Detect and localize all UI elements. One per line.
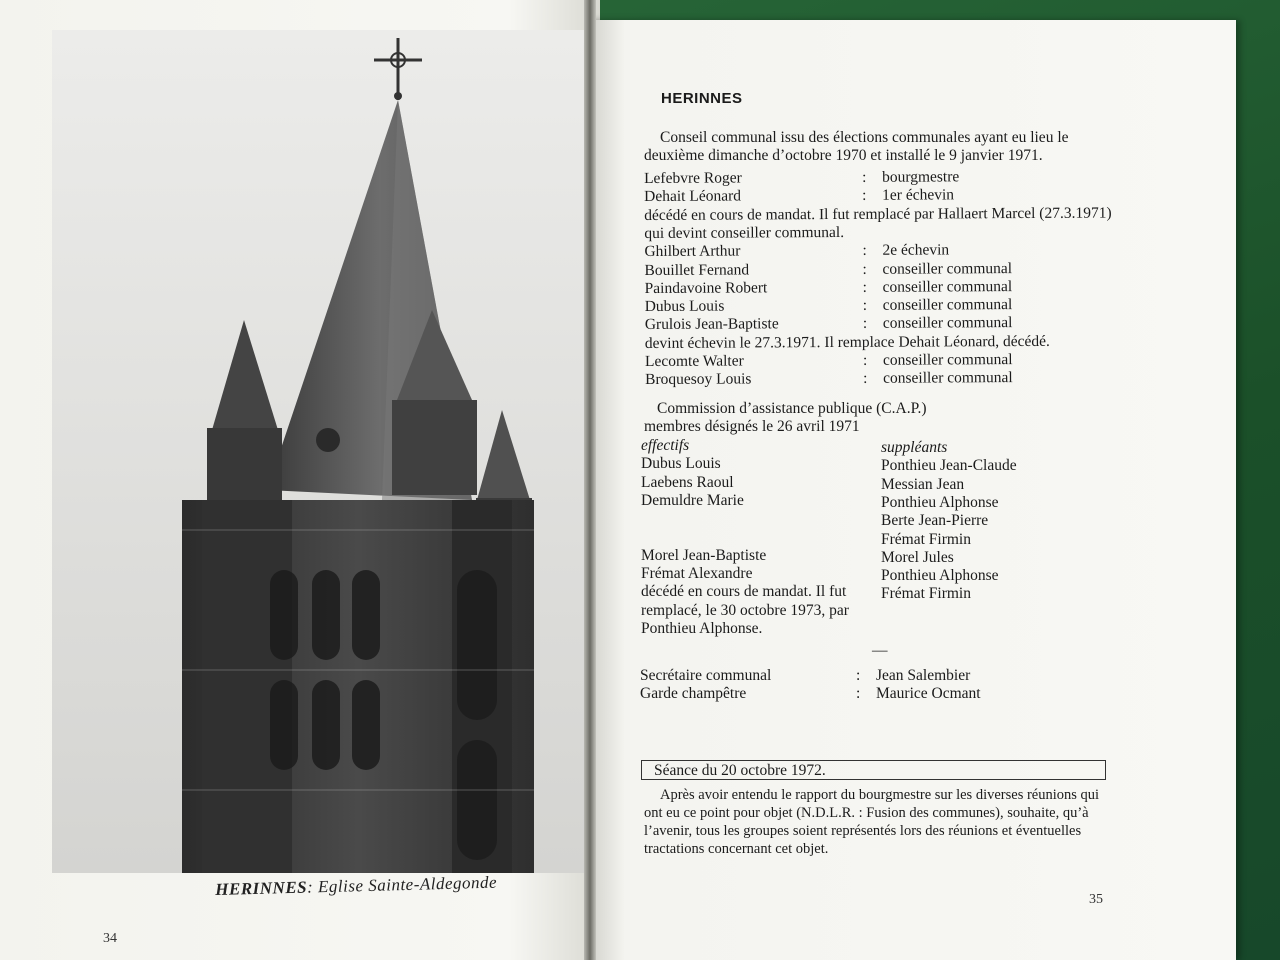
cap-suppleant: Frémat Firmin <box>881 585 971 603</box>
cap-effectif: Dubus Louis <box>641 455 721 473</box>
colon: : <box>862 187 867 205</box>
colon: : <box>862 296 868 314</box>
staff-person: Jean Salembier <box>876 667 971 684</box>
member-role: bourgmestre <box>881 168 960 186</box>
separator-dash: — <box>872 642 888 659</box>
member-role: conseiller communal <box>882 296 1013 314</box>
colon: : <box>862 315 868 333</box>
member-name: Ghilbert Arthur <box>644 242 741 261</box>
cap-effectif: remplacé, le 30 octobre 1973, par <box>641 601 849 619</box>
staff-title: Secrétaire communal <box>640 667 772 684</box>
member-role: conseiller communal <box>883 369 1013 388</box>
left-page <box>0 0 600 960</box>
member-name: Dehait Léonard <box>644 187 742 206</box>
colon: : <box>862 278 867 296</box>
session-paragraph: Après avoir entendu le rapport du bourgmestre sur les diverses réunions qui ont eu ce point pour objet (N.D.L.R. : Fusion des communes), souhaite, qu’à l’avenir, tous les groupes soient représentés lors des réunions et éventuelles tractations concernant cet objet. <box>644 787 1100 857</box>
council-list <box>644 168 1115 392</box>
church-photo <box>52 30 584 873</box>
page-number-right: 35 <box>1089 892 1103 907</box>
member-name: Dubus Louis <box>644 297 725 316</box>
colon: : <box>856 685 861 703</box>
cap-suppleant: Ponthieu Alphonse <box>881 493 999 511</box>
page-number-left: 34 <box>103 931 117 946</box>
session-box: Séance du 20 octobre 1972. <box>641 760 1106 780</box>
colon: : <box>862 242 867 260</box>
cap-suppleant: Messian Jean <box>881 475 965 493</box>
cap-effectif: Frémat Alexandre <box>641 565 753 583</box>
cap-suppleant: Morel Jules <box>881 548 954 566</box>
cap-subheading: membres désignés le 26 avril 1971 <box>644 418 860 435</box>
member-role: 1er échevin <box>882 186 955 205</box>
member-name: Broquesoy Louis <box>645 370 752 389</box>
cap-effectif: Demuldre Marie <box>641 491 744 509</box>
member-name: Lefebvre Roger <box>644 169 742 187</box>
staff-person: Maurice Ocmant <box>876 685 981 703</box>
member-role: conseiller communal <box>882 314 1013 333</box>
note-text: qui devint conseiller communal. <box>644 223 845 242</box>
staff-list <box>640 667 1040 707</box>
cap-suppleant: Berte Jean-Pierre <box>881 512 989 530</box>
book-gutter <box>584 0 596 960</box>
colon: : <box>861 168 867 186</box>
cap-suppleant: Ponthieu Alphonse <box>881 567 999 585</box>
member-role: conseiller communal <box>882 277 1013 296</box>
section-title: HERINNES <box>661 90 743 107</box>
member-name: Paindavoine Robert <box>644 279 768 297</box>
member-name: Lecomte Walter <box>644 352 744 370</box>
note-text: décédé en cours de mandat. Il fut remplacé par Hallaert Marcel (27.3.1971) <box>644 204 1112 224</box>
cap-suppleant: Frémat Firmin <box>881 530 971 548</box>
cap-effectif: décédé en cours de mandat. Il fut <box>641 583 847 601</box>
colon: : <box>862 351 868 369</box>
photo-caption: HERINNES: Eglise Sainte-Aldegonde <box>215 872 498 899</box>
cap-right-heading: suppléants <box>881 439 948 456</box>
intro-paragraph: Conseil communal issu des élections communales ayant eu lieu le deuxième dimanche d’octobre 1970 et installé le 9 janvier 1971. <box>644 129 1069 165</box>
staff-title: Garde champêtre <box>640 685 747 703</box>
cap-effectif: Laebens Raoul <box>641 473 734 491</box>
cap-left-heading: effectifs <box>641 437 690 454</box>
colon: : <box>863 370 868 388</box>
member-role: conseiller communal <box>882 351 1013 369</box>
note-text: devint échevin le 27.3.1971. Il remplace Dehait Léonard, décédé. <box>644 332 1050 352</box>
cap-effectif: Morel Jean-Baptiste <box>641 546 767 564</box>
cap-effectif: Ponthieu Alphonse. <box>641 620 763 637</box>
church-illustration <box>52 30 584 873</box>
cap-suppleant: Ponthieu Jean-Claude <box>881 457 1017 475</box>
member-role: 2e échevin <box>882 241 950 259</box>
member-role: conseiller communal <box>882 259 1013 278</box>
member-name: Bouillet Fernand <box>644 260 750 279</box>
cap-members <box>641 437 1081 637</box>
colon: : <box>856 667 861 684</box>
cap-heading: Commission d’assistance publique (C.A.P.) <box>657 400 927 417</box>
colon: : <box>862 260 867 278</box>
member-name: Grulois Jean-Baptiste <box>644 315 779 334</box>
